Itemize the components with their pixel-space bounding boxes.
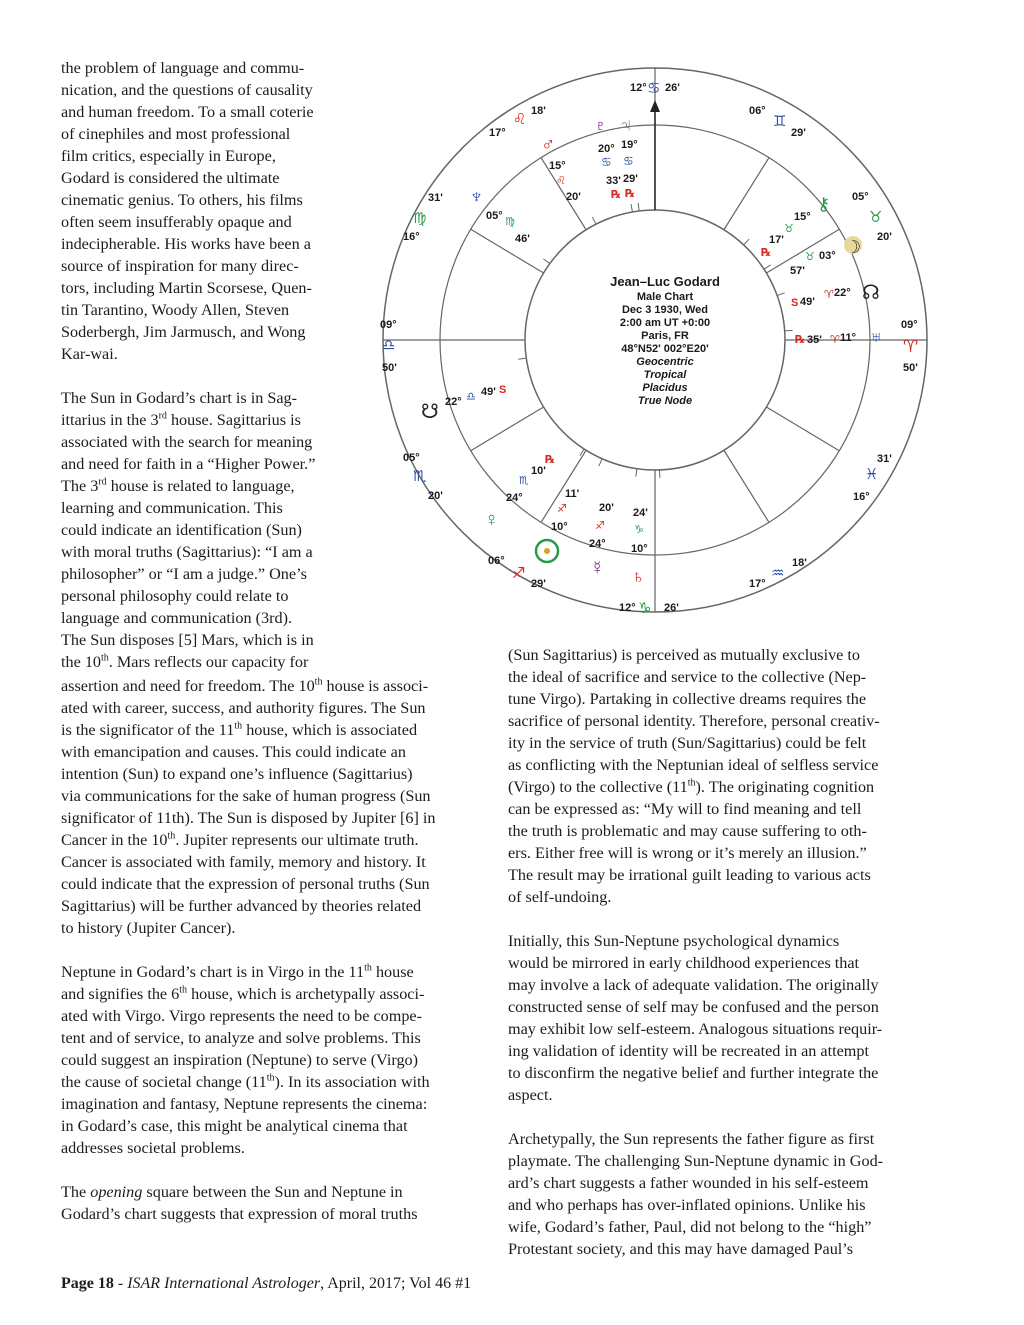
chart-name: Jean–Luc Godard (610, 274, 720, 289)
pluto-glyph-icon: ♇ (593, 115, 608, 137)
uranus-minutes: 35' (807, 334, 822, 346)
asc-degree: 09° (380, 319, 397, 331)
venus-minutes: 10' (531, 465, 546, 477)
text-line: tors, including Martin Scorsese, Quen- (61, 279, 312, 297)
left-column-text (61, 57, 351, 673)
jupiter-glyph-icon: ♃ (618, 115, 633, 137)
text-line: would be mirrored in early childhood experiences that (508, 954, 860, 972)
uranus-degree: 11° (840, 332, 857, 344)
gemini-sign-icon: ♊ (773, 113, 787, 130)
planet-tick (636, 469, 637, 477)
mercury-degree: 24° (589, 538, 606, 550)
mercury-sign-icon: ♐ (595, 520, 605, 532)
text-line: wife, Godard’s father, Paul, did not belong to the “high” (508, 1218, 872, 1236)
text-line: Kar-wai. (61, 345, 118, 363)
text-line: language and communication (3rd). (61, 609, 293, 627)
cusp12-degree: 05° (852, 191, 869, 203)
text-line: may involve a lack of adequate validation. The originally (508, 976, 879, 994)
chart-coords: 48°N52' 002°E20' (621, 343, 709, 355)
sun-minutes: 11' (565, 488, 580, 500)
magazine-title: ISAR International Astrologer (127, 1275, 321, 1292)
north-node-sign-icon: ♈ (824, 289, 834, 301)
mars-degree: 15° (549, 160, 566, 172)
paragraph-exclusive: (Sun Sagittarius) is perceived as mutually exclusive to the ideal of sacrifice and service to the collective (Nep- tune Virgo). Partaking in collective dreams requires the sacrifice of personal identity. Therefore, personal creativ- ity in the service of truth (Sun/Sagittarius) could be felt as conflicting with the Neptunian ideal of selfless service (Virgo) to the collective (11th). The originating cognition can be expressed as: “My will to find meaning and tell the truth is problematic and may cause suffering to oth- ers. Either free will is wrong or it’s merely an illusion.” The result may be irrational guilt leading to various acts of self-undoing. (508, 646, 880, 906)
virgo-sign-icon: ♍ (413, 210, 427, 227)
mc-minutes: 26' (665, 82, 680, 94)
cusp3-minutes: 29' (531, 578, 546, 590)
pluto-minutes: 33' (606, 175, 621, 187)
right-column-text (508, 644, 933, 1260)
south-node-degree: 22° (445, 396, 462, 408)
text-line: aspect. (508, 1086, 553, 1104)
text-line: to disconfirm the negative belief and further integrate the (508, 1064, 879, 1082)
page-footer: Page 18 - ISAR International Astrologer, April, 2017; Vol 46 #1 (61, 1275, 472, 1292)
south-node-glyph-icon: ☋ (421, 401, 439, 423)
planet-tick (592, 217, 596, 224)
uranus-sign-icon: ♈ (830, 334, 840, 346)
north-node-degree: 22° (834, 287, 851, 299)
neptune-degree: 05° (486, 210, 503, 222)
cusp3-degree: 06° (488, 555, 505, 567)
dsc-minutes: 50' (903, 362, 918, 374)
paragraph-mars: assertion and need for freedom. The 10th house is associ- ated with career, success, and authority figures. The Sun is the significator of the 11th house, which is associated with emancipation and causes. This could indicate an intention (Sun) to expand one’s influence (Sagittarius) via communications for the sake of human progress (Sun significator of 11th). The Sun is disposed by Jupiter [6] in Cancer in the 10th. Jupiter represents our ultimate truth. Cancer is associated with family, memory and history. It could indicate that the expression of personal truths (Sun Sagittarius) will be further advanced by theories related to history (Jupiter Cancer). (61, 676, 436, 937)
uranus-glyph-icon: ♅ (869, 327, 884, 348)
text-line: Godard is considered the ultimate (61, 169, 280, 187)
text-line: could indicate an identification (Sun) (61, 521, 302, 539)
text-line: constructed sense of self may be confused and the person (508, 998, 879, 1016)
chart-type: Male Chart (636, 291, 694, 303)
text-line: and human freedom. To a small coterie (61, 103, 314, 121)
mars-glyph-icon: ♂ (541, 134, 556, 155)
sun-sign-icon: ♐ (557, 503, 567, 515)
text-line: nication, and the questions of causality (61, 81, 313, 99)
neptune-minutes: 46' (515, 233, 530, 245)
house-cusp-line (766, 407, 839, 451)
aries-sign-icon: ♈ (903, 337, 919, 356)
house-cusp-line (724, 450, 769, 522)
mercury-minutes: 20' (599, 502, 614, 514)
jupiter-retrograde-icon: ℞ (625, 188, 635, 200)
chiron-sign-icon: ♉ (784, 223, 794, 235)
aquarius-sign-icon: ♒ (771, 565, 785, 582)
saturn-degree: 10° (631, 543, 648, 555)
scorpio-sign-icon: ♏ (413, 468, 427, 485)
moon-glyph-icon: ☽ (845, 237, 862, 257)
cusp9-minutes: 18' (531, 105, 546, 117)
text-line: Protestant society, and this may have damaged Paul’s (508, 1240, 854, 1258)
text-line: ard’s chart suggests a father wounded in his self-esteem (508, 1174, 869, 1192)
text-line: the problem of language and commu- (61, 59, 305, 77)
house-cusp-line (471, 229, 544, 273)
neptune-sign-icon: ♍ (505, 216, 515, 228)
north-node-s-label: S (791, 297, 799, 309)
planet-tick (543, 259, 549, 264)
south-node-s-label: S (499, 384, 507, 396)
text-line: Archetypally, the Sun represents the father figure as first (508, 1130, 875, 1148)
moon-degree: 03° (819, 250, 836, 262)
page-number: Page 18 (61, 1275, 114, 1292)
text-line: Initially, this Sun-Neptune psychological dynamics (508, 932, 840, 950)
paragraph-sun-sagittarius: The Sun in Godard’s chart is in Sag- ittarius in the 3rd house. Sagittarius is associated with the search for meaning and need for faith in a “Higher Power.” The 3rd house is related to language, learning and communication. This could indicate an identification (Sun) with moral truths (Sagittarius): “I am a philosopher” or “I am a judge.” One’s personal philosophy could relate to language and communication (3rd). The Sun disposes [5] Mars, which is in the 10th. Mars reflects our capacity for (61, 389, 316, 671)
text-line: learning and communication. This (61, 499, 283, 517)
text-line: of cinephiles and most professional (61, 125, 291, 143)
pluto-retrograde-icon: ℞ (611, 189, 621, 201)
text-line: playmate. The challenging Sun-Neptune dynamic in God- (508, 1152, 884, 1170)
ic-minutes: 26' (664, 602, 679, 614)
cusp9-degree: 17° (489, 127, 506, 139)
chiron-retrograde-icon: ℞ (761, 247, 771, 259)
issue-info: , April, 2017; Vol 46 #1 (320, 1275, 472, 1292)
neptune-glyph-icon: ♆ (469, 186, 484, 208)
text-line: source of inspiration for many direc- (61, 257, 299, 275)
leo-sign-icon: ♌ (513, 111, 527, 128)
natal-chart-wheel (375, 60, 935, 620)
text-line: may exhibit low self-esteem. Analogous situations requir- (508, 1020, 883, 1038)
planet-tick (777, 293, 785, 296)
paragraph-opening-square: The opening square between the Sun and Neptune in Godard’s chart suggests that expression of moral truths (61, 1183, 418, 1223)
cusp5-degree: 17° (749, 578, 766, 590)
cancer-sign-icon: ♋ (647, 80, 661, 97)
ic-degree: 12° (619, 602, 636, 614)
jupiter-degree: 19° (621, 139, 638, 151)
saturn-glyph-icon: ♄ (631, 567, 646, 588)
text-line: and need for faith in a “Higher Power.” (61, 455, 316, 473)
text-line: ing validation of identity will be recreated in an attempt (508, 1042, 869, 1060)
wide-column-text (61, 675, 493, 1225)
sun-center (544, 548, 550, 554)
cusp6-minutes: 31' (877, 453, 892, 465)
house-cusp-line (724, 158, 769, 230)
cusp11-degree: 06° (749, 105, 766, 117)
text-line: The Sun disposes [5] Mars, which is in (61, 631, 314, 649)
mc-degree: 12° (630, 82, 647, 94)
text-line: associated with the search for meaning (61, 433, 313, 451)
planet-tick (599, 459, 602, 466)
dsc-degree: 09° (901, 319, 918, 331)
cusp2-minutes: 20' (428, 490, 443, 502)
text-line: cinematic genius. To others, his films (61, 191, 303, 209)
venus-retrograde-icon: ℞ (545, 454, 555, 466)
north-node-minutes: 49' (800, 296, 815, 308)
text-line: film critics, especially in Europe, (61, 147, 276, 165)
pluto-degree: 20° (598, 143, 615, 155)
jupiter-sign-icon: ♋ (623, 154, 634, 168)
planet-tick (785, 330, 793, 331)
text-line: philosopher” or “I am a judge.” One’s (61, 565, 307, 583)
mars-sign-icon: ♌ (556, 175, 566, 187)
chart-date: Dec 3 1930, Wed (621, 304, 709, 316)
planet-tick (631, 204, 632, 212)
uranus-retrograde-icon: ℞ (795, 334, 805, 346)
mc-arrow-icon (650, 100, 660, 112)
chart-svg (375, 60, 935, 620)
text-line: personal philosophy could relate to (61, 587, 289, 605)
chiron-degree: 15° (794, 211, 811, 223)
saturn-sign-icon: ♑ (634, 524, 644, 536)
chiron-glyph-icon: ⚷ (817, 194, 831, 214)
paragraph-archetypally (508, 1128, 933, 1260)
cusp5-minutes: 18' (792, 557, 807, 569)
text-line: with moral truths (Sagittarius): “I am a (61, 543, 313, 561)
north-node-glyph-icon: ☊ (862, 282, 880, 304)
planet-tick (518, 358, 526, 359)
house-cusp-line (471, 407, 544, 451)
cusp12-minutes: 20' (877, 231, 892, 243)
asc-minutes: 50' (382, 362, 397, 374)
paragraph-intro (61, 57, 351, 365)
cusp8-minutes: 31' (428, 192, 443, 204)
text-line: indecipherable. His works have been a (61, 235, 311, 253)
text-line: and who perhaps has over-inflated opinions. Unlike his (508, 1196, 866, 1214)
south-node-sign-icon: ♎ (466, 391, 476, 403)
text-line: often seem insufferably opaque and (61, 213, 292, 231)
pisces-sign-icon: ♓ (865, 466, 879, 483)
cusp8-degree: 16° (403, 231, 420, 243)
mercury-glyph-icon: ☿ (590, 558, 605, 579)
chart-setting-placidus: Placidus (642, 382, 688, 394)
text-line: tin Tarantino, Woody Allen, Steven (61, 301, 290, 319)
chart-place: Paris, FR (641, 330, 689, 342)
paragraph-initially (508, 930, 933, 1106)
chart-setting-geocentric: Geocentric (636, 356, 694, 368)
cusp11-minutes: 29' (791, 127, 806, 139)
venus-sign-icon: ♏ (519, 475, 529, 487)
chart-setting-tropical: Tropical (643, 369, 687, 381)
chart-setting-truenode: True Node (637, 395, 693, 407)
cusp6-degree: 16° (853, 491, 870, 503)
planet-tick (744, 239, 749, 245)
text-line: Soderbergh, Jim Jarmusch, and Wong (61, 323, 306, 341)
moon-minutes: 57' (790, 265, 805, 277)
paragraph-neptune: Neptune in Godard’s chart is in Virgo in the 11th house and signifies the 6th house, which is archetypally associ- ated with Virgo. Virgo represents the need to be compe- tent and of service, to analyze and solve problems. This could suggest an inspiration (Neptune) to serve (Virgo) the cause of societal change (11th). In its association with imagination and fantasy, Neptune represents the cinema: in Godard’s case, this might be analytical cinema that addresses societal problems. (61, 962, 430, 1157)
mars-minutes: 20' (566, 191, 581, 203)
chart-time: 2:00 am UT +0:00 (619, 317, 711, 329)
libra-sign-icon: ♎ (382, 337, 396, 354)
capricorn-sign-icon: ♑ (638, 600, 652, 617)
venus-glyph-icon: ♀ (484, 509, 499, 531)
cusp2-degree: 05° (403, 452, 420, 464)
venus-degree: 24° (506, 492, 523, 504)
chiron-minutes: 17' (769, 234, 784, 246)
sagittarius-sign-icon: ♐ (512, 565, 526, 582)
saturn-minutes: 24' (633, 507, 648, 519)
jupiter-minutes: 29' (623, 173, 638, 185)
planet-tick (638, 203, 639, 211)
taurus-sign-icon: ♉ (869, 209, 883, 226)
moon-sign-icon: ♉ (805, 251, 815, 263)
sun-degree: 10° (551, 521, 568, 533)
south-node-minutes: 49' (481, 386, 496, 398)
planet-tick (764, 265, 771, 269)
pluto-sign-icon: ♋ (601, 155, 612, 169)
